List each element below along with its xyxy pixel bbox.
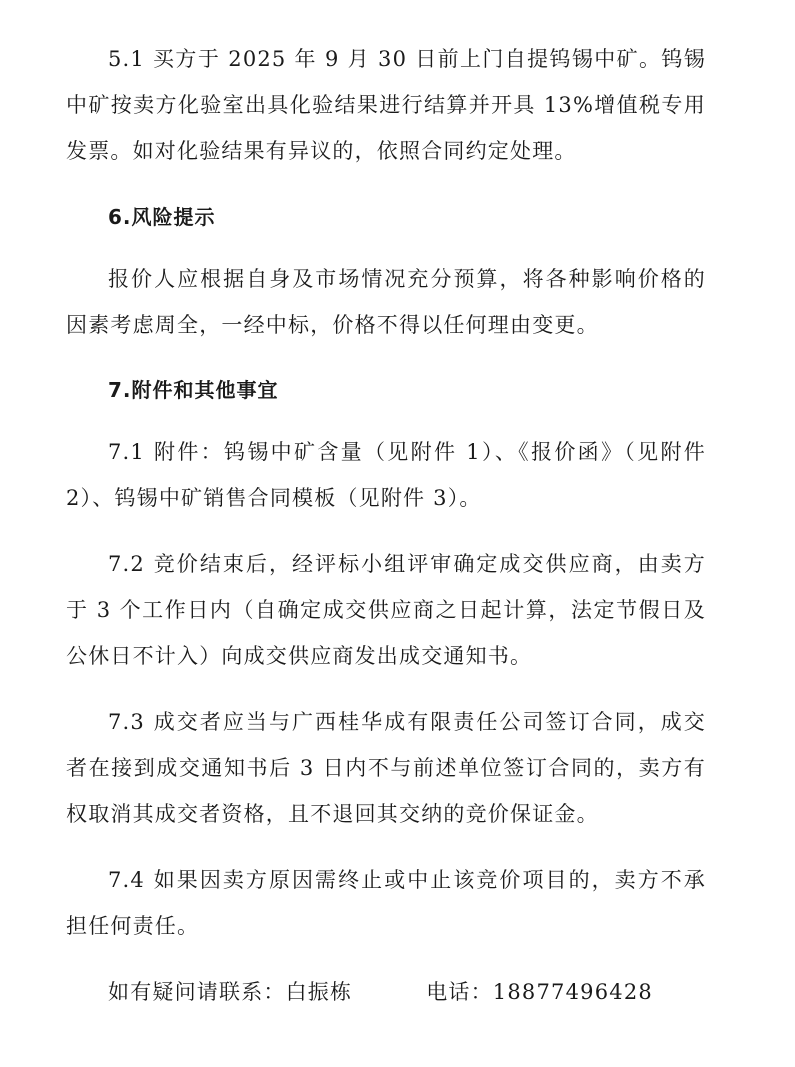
paragraph-5-1: 5.1 买方于 2025 年 9 月 30 日前上门自提钨锡中矿。钨锡中矿按卖方化验室出具化验结果进行结算并开具 13%增值税专用发票。如对化验结果有异议的，依照合同约定处理。 — [66, 47, 706, 163]
section-heading-risk: 6.风险提示 — [108, 205, 216, 229]
paragraph-7-2: 7.2 竞价结束后，经评标小组评审确定成交供应商，由卖方于 3 个工作日内（自确定成交供应商之日起计算，法定节假日及公休日不计入）向成交供应商发出成交通知书。 — [66, 552, 706, 668]
paragraph-6-risk: 报价人应根据自身及市场情况充分预算，将各种影响价格的因素考虑周全，一经中标，价格不得以任何理由变更。 — [66, 267, 706, 337]
contact-line — [108, 975, 653, 1009]
contact-person: 如有疑问请联系：白振栋 — [108, 980, 353, 1004]
section-heading-attachments: 7.附件和其他事宜 — [108, 378, 279, 402]
paragraph-7-4: 7.4 如果因卖方原因需终止或中止该竞价项目的，卖方不承担任何责任。 — [66, 868, 706, 938]
paragraph-7-3: 7.3 成交者应当与广西桂华成有限责任公司签订合同，成交者在接到成交通知书后 3 日内不与前述单位签订合同的，卖方有权取消其成交者资格，且不退回其交纳的竞价保证金。 — [66, 710, 706, 826]
contact-phone: 电话：18877496428 — [426, 980, 653, 1004]
paragraph-7-1: 7.1 附件：钨锡中矿含量（见附件 1）、《报价函》（见附件 2）、钨锡中矿销售合同模板（见附件 3）。 — [66, 440, 706, 510]
